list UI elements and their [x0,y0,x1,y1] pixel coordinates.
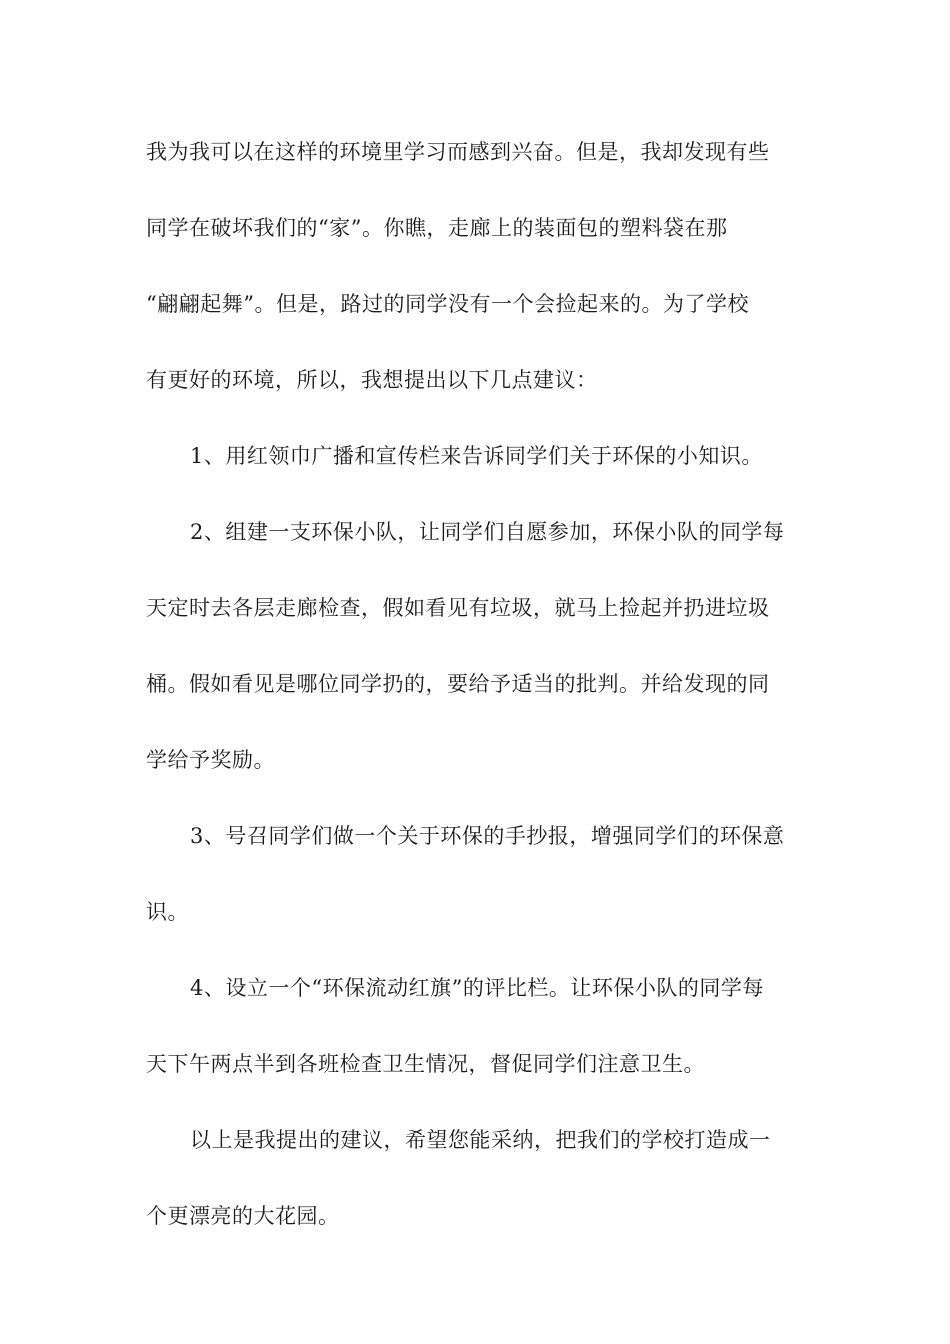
suggestion-2-line: 2、组建一支环保小队，让同学们自愿参加，环保小队的同学每 [190,520,785,544]
text-line: 天下午两点半到各班检查卫生情况，督促同学们注意卫生。 [146,1052,705,1076]
text-line: “翩翩起舞”。但是，路过的同学没有一个会捡起来的。为了学校 [146,292,749,316]
text-line: 学给予奖励。 [146,748,275,772]
suggestion-3-line: 3、号召同学们做一个关于环保的手抄报，增强同学们的环保意 [190,824,785,848]
text-line: 识。 [146,900,189,924]
conclusion-line: 以上是我提出的建议，希望您能采纳，把我们的学校打造成一 [190,1128,771,1152]
suggestion-1-line: 1、用红领巾广播和宣传栏来告诉同学们关于环保的小知识。 [190,444,763,468]
text-line: 桶。假如看见是哪位同学扔的，要给予适当的批判。并给发现的同 [146,672,770,696]
suggestion-4-line: 4、设立一个“环保流动红旗”的评比栏。让环保小队的同学每 [190,976,764,1000]
text-line: 有更好的环境，所以，我想提出以下几点建议： [146,368,598,392]
text-line: 我为我可以在这样的环境里学习而感到兴奋。但是，我却发现有些 [146,140,770,164]
text-line: 同学在破坏我们的“家”。你瞧，走廊上的装面包的塑料袋在那 [146,216,728,240]
text-line: 天定时去各层走廊检查，假如看见有垃圾，就马上捡起并扔进垃圾 [146,596,770,620]
document-body [146,130,808,1270]
text-line: 个更漂亮的大花园。 [146,1204,340,1228]
